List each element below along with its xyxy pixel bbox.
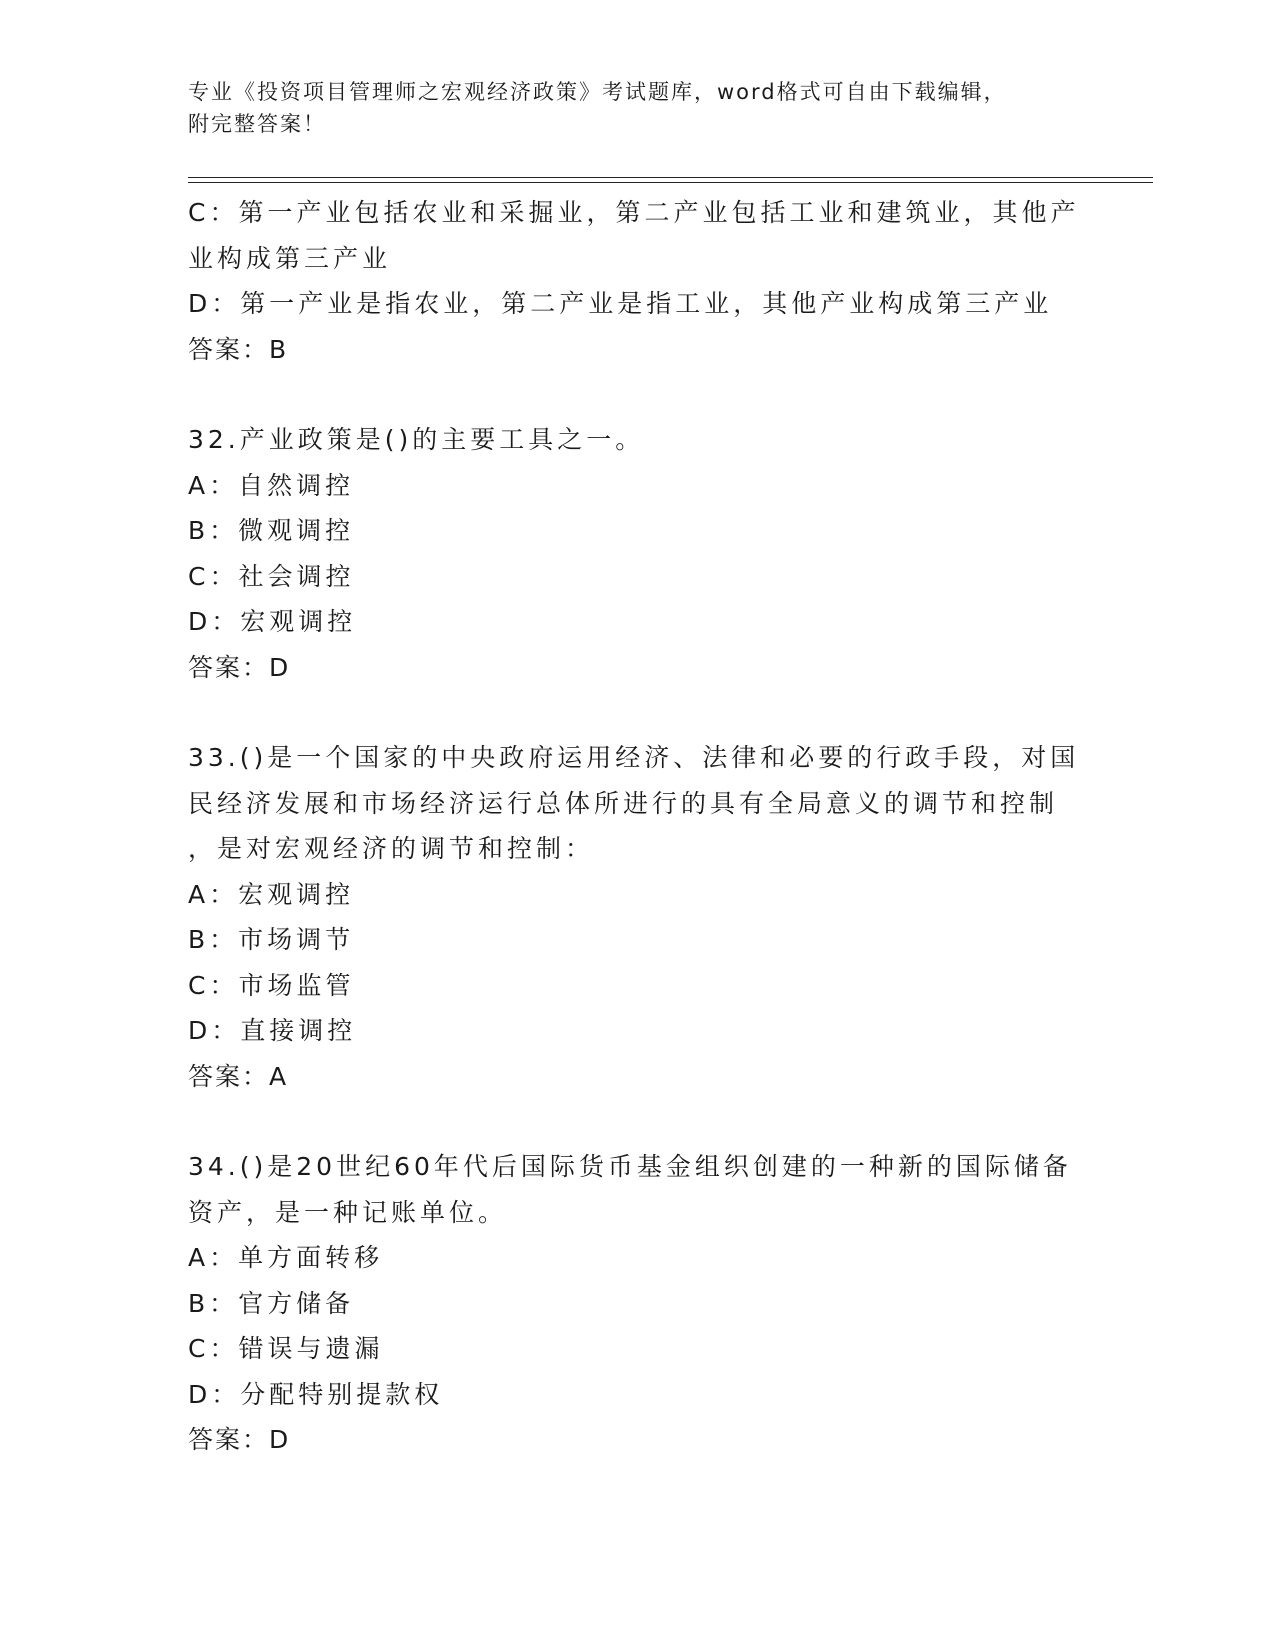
question-block [188,417,1088,690]
option-line: D：分配特别提款权 [188,1379,444,1409]
question-block [188,1144,1088,1463]
option-line: C：错误与遗漏 [188,1334,384,1363]
answer-line: 答案：D [188,652,291,682]
question-line: 资产，是一种记账单位。 [188,1197,508,1227]
question-line: D：第一产业是指农业，第二产业是指工业，其他产业构成第三产业 [188,289,1053,318]
question-line: 业构成第三产业 [188,243,392,273]
header-line-1: 专业《投资项目管理师之宏观经济政策》考试题库，word格式可自由下载编辑， [188,80,1007,104]
option-line: A：宏观调控 [188,879,355,909]
header-line-2: 附完整答案！ [188,112,326,136]
document-header [188,76,1068,140]
option-line: C：市场监管 [188,970,355,1000]
question-line: 33.()是一个国家的中央政府运用经济、法律和必要的行政手段，对国 [188,743,1080,772]
question-line: 32.产业政策是()的主要工具之一。 [188,425,645,454]
answer-line: 答案：A [188,1061,289,1091]
question-line: ，是对宏观经济的调节和控制： [188,834,595,863]
question-line: 34.()是20世纪60年代后国际货币基金组织创建的一种新的国际储备 [188,1152,1072,1181]
option-line: D：宏观调控 [188,607,357,636]
block-spacer [188,372,1088,417]
header-divider-bottom [188,182,1153,183]
question-block [188,190,1088,372]
option-line: C：社会调控 [188,561,355,591]
block-spacer [188,690,1088,735]
question-line: C：第一产业包括农业和采掘业，第二产业包括工业和建筑业，其他产 [188,198,1080,227]
question-block [188,735,1088,1099]
option-line: B：微观调控 [188,516,355,545]
option-line: D：直接调控 [188,1016,357,1045]
option-line: A：单方面转移 [188,1243,384,1272]
question-list [188,190,1088,1463]
option-line: B：官方储备 [188,1288,355,1318]
header-divider-top [188,177,1153,178]
option-line: A：自然调控 [188,470,355,500]
answer-line: 答案：B [188,334,289,364]
question-line: 民经济发展和市场经济运行总体所进行的具有全局意义的调节和控制 [188,788,1059,818]
block-spacer [188,1099,1088,1144]
answer-line: 答案：D [188,1425,291,1454]
option-line: B：市场调节 [188,925,355,954]
